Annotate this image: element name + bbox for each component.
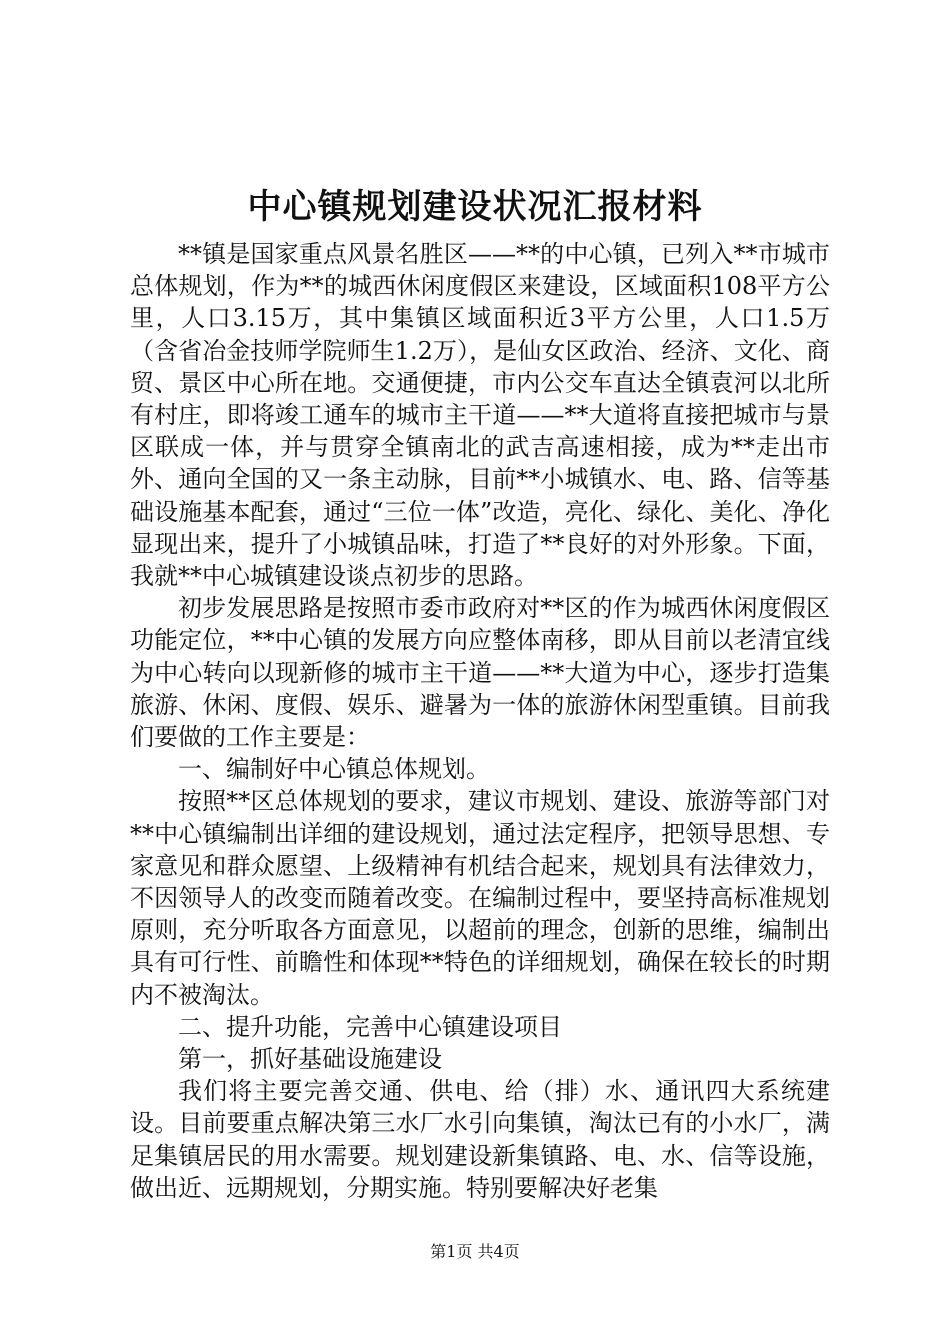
paragraph-planning: 按照**区总体规划的要求，建议市规划、建设、旅游等部门对**中心镇编制出详细的建设规划，通过法定程序，把领导思想、专家意见和群众愿望、上级精神有机结合起来，规划具有法律效力，不因领导人的改变而随着改变。在编制过程中，要坚持高标准规划原则，充分听取各方面意见，以超前的理念，创新的思维，编制出具有可行性、前瞻性和体现**特色的详细规划，确保在较长的时期内不被淘汰。 <box>130 787 830 1009</box>
paragraph-intro: **镇是国家重点风景名胜区——**的中心镇，已列入**市城市总体规划，作为**的城西休闲度假区来建设，区域面积108平方公里，人口3.15万，其中集镇区域面积近3平方公里，人口1.5万（含省冶金技师学院师生1.2万），是仙女区政治、经济、文化、商贸、景区中心所在地。交通便捷，市内公交车直达全镇袁河以北所有村庄，即将竣工通车的城市主干道——**大道将直接把城市与景区联成一体，并与贯穿全镇南北的武吉高速相接，成为**走出市外、通向全国的又一条主动脉，目前**小城镇水、电、路、信等基础设施基本配套，通过“三位一体”改造，亮化、绿化、美化、净化显现出来，提升了小城镇品味，打造了**良好的对外形象。下面，我就**中心城镇建设谈点初步的思路。 <box>130 240 830 591</box>
document-body <box>130 238 830 1204</box>
page-number-footer: 第1页 共4页 <box>430 1242 520 1261</box>
document-title: 中心镇规划建设状况汇报材料 <box>247 187 703 227</box>
subheading-infrastructure: 第一，抓好基础设施建设 <box>178 1045 442 1074</box>
paragraph-development-idea: 初步发展思路是按照市委市政府对**区的作为城西休闲度假区功能定位，**中心镇的发展方向应整体南移，即从目前以老清宜线为中心转向以现新修的城市主干道——**大道为中心，逐步打造集旅游、休闲、度假、娱乐、避暑为一体的旅游休闲型重镇。目前我们要做的工作主要是： <box>130 594 830 752</box>
heading-section-one: 一、编制好中心镇总体规划。 <box>178 755 490 784</box>
heading-section-two: 二、提升功能，完善中心镇建设项目 <box>178 1012 562 1041</box>
paragraph-infrastructure: 我们将主要完善交通、供电、给（排）水、通讯四大系统建设。目前要重点解决第三水厂水引向集镇，淘汰已有的小水厂，满足集镇居民的用水需要。规划建设新集镇路、电、水、信等设施，做出近、远期规划，分期实施。特别要解决好老集 <box>130 1077 830 1202</box>
